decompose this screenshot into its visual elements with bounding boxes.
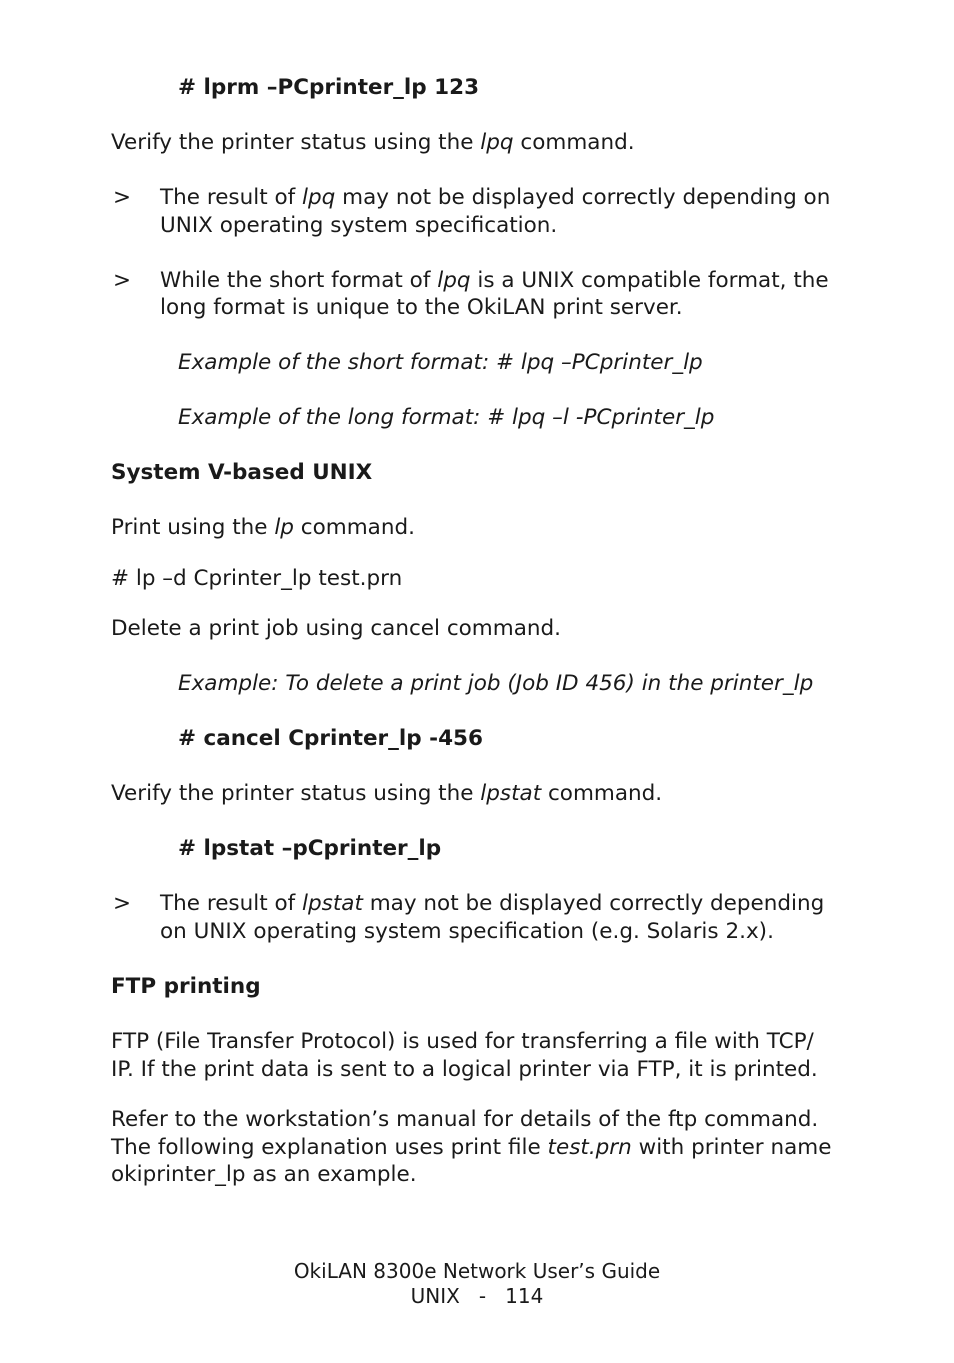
note-format-line2: long format is unique to the OkiLAN print server. <box>160 295 683 320</box>
example-short-format: Example of the short format: # lpq –PCprinter_lp <box>178 350 703 375</box>
example-cancel: Example: To delete a print job (Job ID 456) in the printer_lp <box>178 671 814 696</box>
command-lp: # lp –d Cprinter_lp test.prn <box>111 566 403 591</box>
note-format-line1: While the short format of lpq is a UNIX compatible format, the <box>160 268 829 293</box>
paragraph-ftp-line1: FTP (File Transfer Protocol) is used for transferring a file with TCP/ <box>111 1029 814 1054</box>
note-lpq-line1: The result of lpq may not be displayed correctly depending on <box>160 185 831 210</box>
example-long-format: Example of the long format: # lpq –l -PCprinter_lp <box>178 405 715 430</box>
paragraph-ftp-line2: IP. If the print data is sent to a logical printer via FTP, it is printed. <box>111 1057 818 1082</box>
note-lpq-line2: UNIX operating system specification. <box>160 213 558 238</box>
command-lprm: # lprm –PCprinter_lp 123 <box>178 75 480 100</box>
paragraph-verify-lpstat: Verify the printer status using the lpstat command. <box>111 781 663 806</box>
paragraph-refer-line3: okiprinter_lp as an example. <box>111 1162 417 1187</box>
paragraph-print-lp: Print using the lp command. <box>111 515 415 540</box>
note-marker: > <box>113 268 132 293</box>
note-lpstat-line2: on UNIX operating system specification (e.g. Solaris 2.x). <box>160 919 774 944</box>
paragraph-verify-lpq: Verify the printer status using the lpq command. <box>111 130 635 155</box>
command-cancel: # cancel Cprinter_lp -456 <box>178 726 483 751</box>
paragraph-delete-cancel: Delete a print job using cancel command. <box>111 616 561 641</box>
note-marker: > <box>113 185 132 210</box>
note-lpstat-line1: The result of lpstat may not be displayed correctly depending <box>160 891 825 916</box>
footer-guide-title: OkiLAN 8300e Network User’s Guide <box>293 1259 661 1283</box>
command-lpstat: # lpstat –pCprinter_lp <box>178 836 442 861</box>
footer-page-number: UNIX - 114 <box>410 1284 544 1308</box>
heading-ftp-printing: FTP printing <box>111 974 261 999</box>
heading-system-v: System V-based UNIX <box>111 460 373 485</box>
note-marker: > <box>113 891 132 916</box>
paragraph-refer-line1: Refer to the workstation’s manual for details of the ftp command. <box>111 1107 819 1132</box>
paragraph-refer-line2: The following explanation uses print file test.prn with printer name <box>111 1135 832 1160</box>
